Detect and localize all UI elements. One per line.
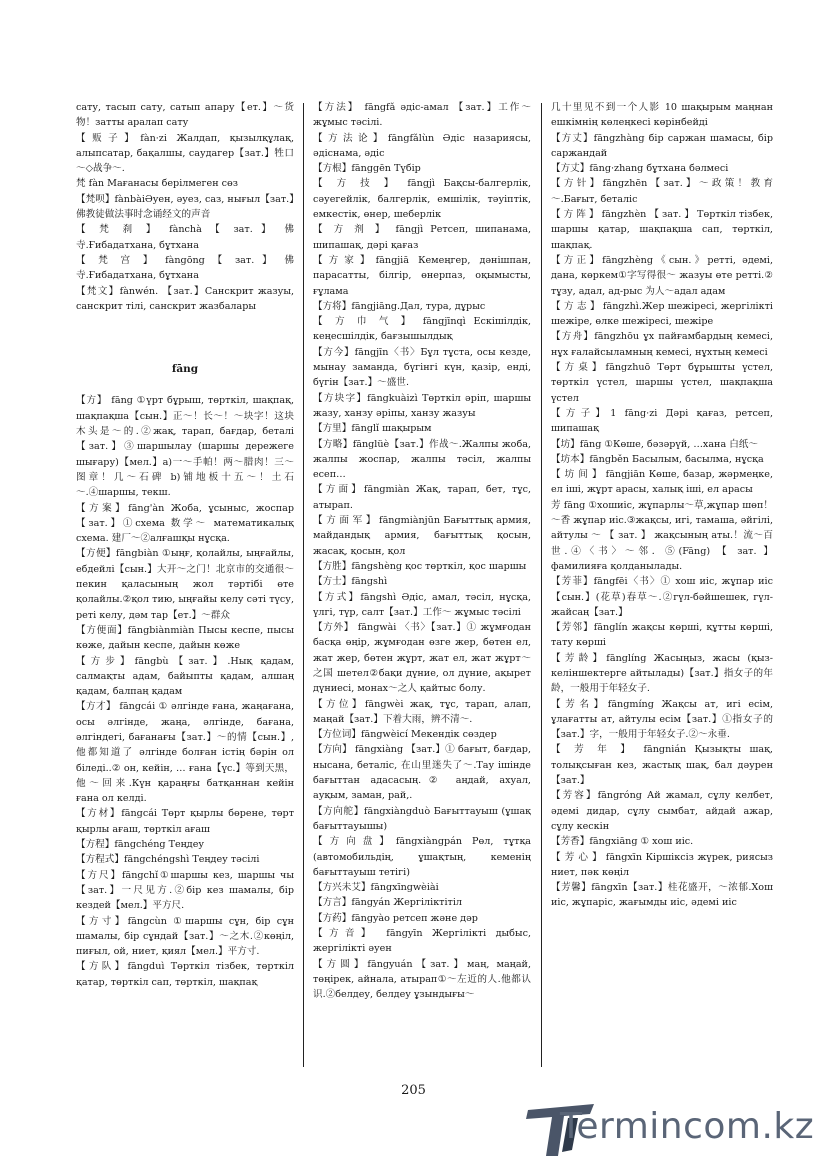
- dictionary-entry: 【 方 技 】 fāngjì Бақсы-балгерлік, сәуегейлік, балгерлік, емшілік, тәуіптік, емкестік, өнер, шеберлік: [313, 178, 531, 221]
- dictionary-column-3: [551, 100, 773, 1070]
- logo-text: Termincom.kz: [560, 1106, 815, 1147]
- dictionary-entry: 【方材】fāngcái Төрт қырлы бөрене, төрт қырлы ағаш, төрткіл ағаш: [76, 808, 294, 835]
- dictionary-entry: 【方块字】fāngkuàizì Төрткіл әріп, шаршы жазу, ханзу әріпы, ханзу жазуы: [313, 392, 531, 419]
- dictionary-entry: 【方言】fāngyán Жергіліктітіл: [313, 897, 463, 909]
- dictionary-entry: 【芳容】fāngróng Ай жамал, сұлу келбет, әдемі дидар, сұлу сымбат, айдай ажар, сұлу кескін: [551, 790, 773, 832]
- dictionary-entry: 【坊】fāng ①Көше, бәзәрүй, …хана 白纸～: [551, 438, 759, 450]
- dictionary-entry: 【方舟】fāngzhōu ұх пайғамбардың кемесі, нұх ғалайсыламның кемесі, нұхтың кемесі: [551, 331, 773, 358]
- dictionary-entry: 【方外】 fāngwài 〈书〉【зат.】① жұмғодан басқа өңір, жұмғодан өзге жер, бөтен ел, жат жер, бөтен жұрт, жат ел, жат жұрт～之国 шетел②бақи дүние, ол дүние, ақырет дүниесі, монах～之人 қайтыс болу.: [313, 622, 531, 695]
- dictionary-entry: 【贩子】fàn·zi Жалдап, қызылқұлақ, алыпсатар, бақалшы, саудагер【зат.】牲口～◇战争～.: [76, 132, 294, 175]
- dictionary-entry: 【方圆】fāngyuán【зат.】маң, маңай, төңірек, айнала, атырап①～左近的人.他都认识.②белдеу, белдеу ұзындығы～: [313, 958, 531, 1001]
- dictionary-entry: 【方尺】fāngchǐ①шаршы кез, шаршы чы【зат.】一尺见方.②бір кез шамалы, бір кездей【мел.】平方尺.: [76, 869, 294, 912]
- dictionary-entry: 【梵呗】fànbàiӘуен, әуез, саз, нығыл【зат.】佛教徒做法事时念诵经文的声音: [76, 193, 294, 221]
- dictionary-entry: 【方兴未艾】fāngxīngwèiài: [313, 882, 439, 894]
- dictionary-entry: 【方便面】fāngbiànmiàn Пысы кеспе, пысы көже, дайын кеспе, дайын көже: [76, 624, 294, 652]
- termincom-logo[interactable]: [524, 1100, 824, 1160]
- dictionary-entry: 【方针】fāngzhēn【зат.】～政策！教育～.Бағыт, беталіс: [551, 178, 773, 205]
- section-heading: fāng: [171, 363, 199, 376]
- dictionary-entry: 【方队】fāngduì Төрткіл тізбек, төрткіл қатар, төрткіл сап, төрткіл, шақпақ: [76, 961, 294, 988]
- dictionary-entry: 【 坊 间 】 fāngjiān Көше, базар, жәрмеңке, ел іші, жұрт арасы, халық іші, ел арасы: [551, 469, 773, 496]
- dictionary-entry: 【 方 面 军 】 fāngmiànjūn Бағыттық армия, майдандық армия, бағыттық қосын, жасақ, қосын, қол: [313, 515, 531, 557]
- dictionary-entry: 【 方 巾 气 】 fāngjīnqì Ескішілдік, кеңесшілдік, бағзышылдық: [313, 316, 531, 343]
- dictionary-entry: 【方丈】fāngzhàng бір саржан шамасы, бір саржандай: [551, 132, 773, 159]
- dictionary-entry: 【 芳 心 】 fāngxīn Кіршіксіз жүрек, риясыз ниет, пәк көңіл: [551, 851, 773, 878]
- dictionary-entry: 【方向舵】fāngxiàngduò Бағыттауыш (ұшақ бағыттауышы): [313, 805, 531, 832]
- dictionary-entry: 【方药】fāngyào ретсеп және дәр: [313, 912, 478, 924]
- dictionary-entry: 【方式】fāngshì Әдіс, амал, тәсіл, нұсқа, үлгі, түр, салт【зат.】工作～ жұмыс тәсілі: [313, 591, 531, 618]
- page-number: 205: [401, 1083, 426, 1098]
- dictionary-entry: 【方士】fāngshì: [313, 576, 388, 588]
- dictionary-entry: 【方桌】fāngzhuō Төрт бұрышты үстел, төрткіл үстел, шаршы үстел, шақпақша үстел: [551, 362, 773, 404]
- dictionary-column-1: [76, 100, 294, 1070]
- dictionary-entry: 【方便】fāngbiàn ①ыңғ, қолайлы, ыңғайлы, ебдейлі【сын.】大开～之门！北京市的交通很～ пекин қаласының жол тәртібі өте қолайлы.②қол тию, ыңғайы келу сәті түсу, реті келу, дәм тар【ет.】～群众: [76, 548, 294, 621]
- dictionary-entry: 【方子】1 fāng·zi Дәрі қағаз, ретсеп, шипашақ: [551, 407, 773, 435]
- dictionary-entry: 【方位词】fāngwèicí Мекендік сөздер: [313, 729, 497, 741]
- dictionary-entry: 【方法】 fāngfǎ әдіс-амал 【зат.】工作～ жұмыс тәсілі.: [313, 102, 531, 129]
- dictionary-entry: 【方法论】fāngfǎlùn Әдіс назариясы, әдіснама, әдіс: [313, 132, 531, 159]
- dictionary-entry: 梵 fàn Мағанасы берілмеген сөз: [76, 178, 239, 190]
- dictionary-entry: 【方将】fāngjiāng.Дал, тура, дұрыс: [313, 300, 486, 312]
- dictionary-entry: 芳 fāng ①хошиіс, жұпарлы～草,жұпар шөп！～香 жұпар иіс.③жақсы, игі, тамаша, әйгілі, айтулы ～ 【 зат. 】 жақсының аты.！流～百世.④〈书〉～邻．⑤(Fāng) 【 зат. 】 фамилияға қолданылады.: [551, 499, 773, 572]
- dictionary-entry: 【方寸】fāngcùn ①шаршы сұн, бір сұн шамалы, бір сұндай【зат.】～之木.②көңіл, пиғыл, ой, ниет, қиял【мел.】平方寸.: [76, 915, 294, 958]
- dictionary-entry: 【 芳 年 】 fāngnián Қызықты шақ, толықсыған кез, жастық шақ, бал дәурен【зат.】: [551, 744, 773, 787]
- dictionary-entry: 【方丈】fāng·zhang бұтхана бәлмесі: [551, 163, 729, 175]
- dictionary-entry: сату, тасып сату, сатып апару【ет.】～货物！затты аралап сату: [76, 102, 294, 129]
- dictionary-entry: 【方程】fāngchéng Теңдеу: [76, 839, 205, 851]
- dictionary-entry: 【方里】fānglǐ шақырым: [313, 423, 432, 435]
- dictionary-entry: 【芳香】fāngxiāng ① хош иіс.: [551, 836, 694, 848]
- dictionary-entry: 【方程式】fāngchéngshì Теңдеу тәсілі: [76, 854, 260, 866]
- dictionary-entry: 【 方 阵 】 fāngzhèn 【 зат. 】 Төрткіл тізбек, шаршы қатар, шақпақша сап, төрткіл, шақпақ.: [551, 209, 773, 251]
- dictionary-entry: 【方家】fāngjiā Кемеңгер, дәнішпан, парасатты, білгір, өнерпаз, оқымысты, ғұлама: [313, 254, 531, 297]
- dictionary-entry: 【坊本】fāngběn Басылым, басылма, нұсқа: [551, 453, 764, 465]
- column-divider: [541, 103, 542, 1067]
- dictionary-entry: 【芳馨】fāngxīn【зат.】桂花盛开，～浓郁.Хош иіс, жұпаріс, жағымды иіс, әдемі иіс: [551, 882, 773, 909]
- dictionary-entry: 【芳菲】fāngfēi〈书〉① хош иіс, жұпар иіс【сын.】(花草)春草～.②гүл-бәйшешек, гүл-жайсаң【зат.】: [551, 576, 773, 618]
- dictionary-entry: 【芳邻】fānglín жақсы көрші, құтты көрші, тату көрші: [551, 622, 773, 649]
- dictionary-entry: 【芳名】fāngmíng Жақсы ат, игі есім, ұлағатты ат, айтулы есім【зат.】①指女子的【зат.】字，一般用于年轻女子.②～永垂.: [551, 698, 773, 741]
- dictionary-entry: 【方位】fāngwèi жақ, тұс, тарап, алап, маңай【зат.】下着大雨，辨不清～.: [313, 698, 531, 725]
- column-divider: [303, 103, 304, 1067]
- dictionary-entry: 【方正】fāngzhèng《сын.》ретті, әдемі, дана, көркем①字写得很～ жазуы өте ретті.② тұзу, адал, ад-рыс 为人～адал адам: [551, 254, 773, 297]
- dictionary-entry: 【方】 fāng ①үрт бұрыш, төрткіл, шақпақ, шақпақша【сын.】正～！长～！～块字！这块木头是～的.②жақ, тарап, бағдар, беталі 【зат.】③шаршылау (шаршы дережеге шығару)【мел.】a)一～手帕！两～腊肉！三～图章！几～石碑 b)铺地板十五～！土石～.④шаршы, текш.: [76, 395, 294, 499]
- dictionary-entry: 【方根】fānggēn Түбір: [313, 163, 421, 175]
- dictionary-entry: 【方音】 fāngyīn Жергілікті дыбыс, жергілікті әуен: [313, 928, 531, 955]
- dictionary-entry: 【 方 志 】 fāngzhì.Жер шежіресі, жергілікті шежіре, өлке шежіресі, шежіре: [551, 300, 773, 328]
- dictionary-column-2: [313, 100, 531, 1070]
- dictionary-entry: 【方胜】fāngshèng қос төрткіл, қос шаршы: [313, 560, 527, 572]
- dictionary-entry: 【 方 剂 】 fāngjì Ретсеп, шипанама, шипашақ, дәрі қағаз: [313, 224, 531, 251]
- dictionary-entry: 【芳龄】fānglíng Жасыңыз, жасы (қыз-келіншектерге айтылады)【зат.】指女子的年龄，一般用于年轻女子.: [551, 652, 773, 695]
- dictionary-entry: 【梵文】fànwén. 【зат.】Санскрит жазуы, санскрит тілі, санскрит жазбалары: [76, 285, 294, 312]
- dictionary-entry: 几十里见不到一个人影 10 шақырым маңнан ешкімнің көлеңкесі көрінбейді: [551, 102, 773, 129]
- dictionary-entry: 【 梵 刹 】 fànchà 【 зат. 】 佛寺.Ғибадатхана, бұтхана: [76, 224, 294, 251]
- dictionary-entry: 【 梵 宫 】 fàngōng 【 зат. 】 佛寺.Ғибадатхана, бұтхана: [76, 254, 294, 282]
- dictionary-entry: 【方向】 fāngxiàng 【зат.】① бағыт, бағдар, нысана, беталіс, 在山里迷失了～.Тау ішінде бағыттан адасасың.② аңдай, ахуал, ауқым, заман, рай,.: [313, 744, 531, 802]
- dictionary-entry: 【方略】fānglüè【зат.】作战～.Жалпы жоба, жалпы жоспар, жалпы тәсіл, жалпы есеп…: [313, 438, 531, 481]
- dictionary-entry: 【方步】fāngbù【зат.】.Нық қадам, салмақты адам, байыпты қадам, алшаң қадам, балпаң қадам: [76, 655, 294, 698]
- dictionary-entry: 【方案】fāng'àn Жоба, ұсыныс, жоспар【зат.】①схема 数学～ математикалық схема. 建厂～②алғашқы нұсқа.: [76, 502, 294, 545]
- dictionary-entry: 【方向盘】fāngxiàngpán Рөл, тұтқа (автомобильдің, ұшақтың, кеменің бағыттауыш тетігі): [313, 836, 531, 878]
- dictionary-entry: 【方面】fāngmiàn Жақ, тарап, бет, тұс, атырап.: [313, 484, 531, 511]
- dictionary-entry: 【方才】 fāngcái ① әлгінде ғана, жаңағана, осы әлгінде, жаңа, әлгінде, бағана, әлгіндегі, бағанағы【зат.】～的情【сын.】,他都知道了 әлгінде болған істің бәрін ол біледі..② он, кейін, … ғана【үс.】等到天黑，他～回来.Күн қараңғы батқаннан кейін ғана ол келді.: [76, 701, 294, 805]
- dictionary-entry: 【方今】fāngjīn〈书〉Бұл тұста, осы кезде, мынау заманда, бүгінгі күн, қазір, енді, бүгін【зат.】～盛世.: [313, 346, 531, 389]
